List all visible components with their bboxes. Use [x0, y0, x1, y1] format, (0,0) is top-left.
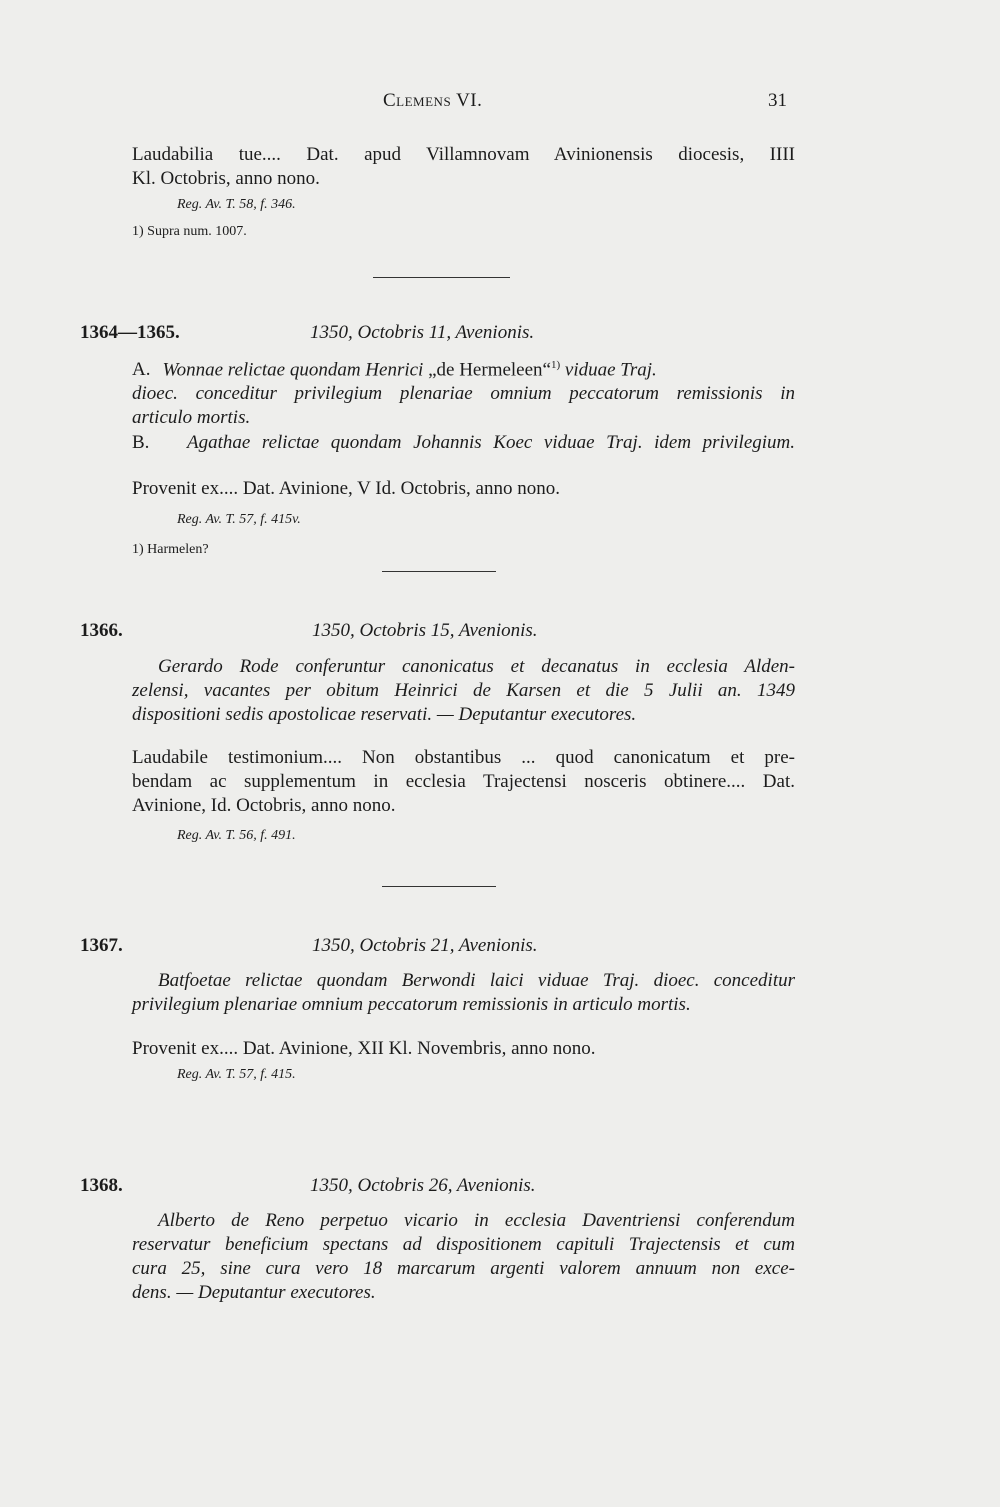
text-line-1: Laudabile testimonium.... Non obstantibus ... quod canonicatum et pre-	[132, 747, 795, 768]
regest-a-prefix: A.	[132, 359, 151, 380]
entry-number: 1368.	[80, 1175, 123, 1196]
regest-line-3: cura 25, sine cura vero 18 marcarum argenti valorem annuum non exce-	[132, 1258, 795, 1279]
entry-date: 1350, Octobris 11, Avenionis.	[310, 322, 535, 343]
regest-a-text	[162, 359, 795, 381]
regest-a-line-1	[132, 359, 795, 381]
section-divider	[382, 571, 496, 572]
regest-a-line-3: articulo mortis.	[132, 407, 251, 428]
provenit-line: Provenit ex.... Dat. Avinione, XII Kl. Novembris, anno nono.	[132, 1038, 596, 1059]
register-reference: Reg. Av. T. 56, f. 491.	[177, 828, 296, 843]
regest-line-1: Alberto de Reno perpetuo vicario in ecclesia Daventriensi conferendum	[158, 1210, 795, 1231]
register-reference: Reg. Av. T. 57, f. 415.	[177, 1067, 296, 1082]
regest-line-1: Gerardo Rode conferuntur canonicatus et decanatus in ecclesia Alden-	[158, 656, 795, 677]
regest-line-4: dens. — Deputantur executores.	[132, 1282, 376, 1303]
page-number: 31	[768, 90, 787, 111]
text-line-3: Avinione, Id. Octobris, anno nono.	[132, 795, 396, 816]
entry-number: 1366.	[80, 620, 123, 641]
footnote-marker: 1)	[550, 359, 561, 371]
running-title: Clemens VI.	[383, 90, 483, 111]
text-line-2: bendam ac supplementum in ecclesia Trajectensi nosceris obtinere.... Dat.	[132, 771, 795, 792]
footnote: 1) Supra num. 1007.	[132, 224, 247, 239]
register-reference: Reg. Av. T. 58, f. 346.	[177, 197, 296, 212]
regest-a-line-2: dioec. conceditur privilegium plenariae omnium peccatorum remissionis in	[132, 383, 795, 404]
entry-date: 1350, Octobris 26, Avenionis.	[310, 1175, 536, 1196]
entry-number: 1367.	[80, 935, 123, 956]
provenit-line: Provenit ex.... Dat. Avinione, V Id. Octobris, anno nono.	[132, 478, 560, 499]
regest-line-3: dispositioni sedis apostolicae reservati. — Deputantur executores.	[132, 704, 637, 725]
footnote: 1) Harmelen?	[132, 542, 209, 557]
section-divider	[382, 886, 496, 887]
entry-date: 1350, Octobris 21, Avenionis.	[312, 935, 538, 956]
regest-b-prefix: B.	[132, 432, 150, 453]
regest-a-roman: „de Hermeleen“	[428, 359, 551, 381]
regest-line-2: privilegium plenariae omnium peccatorum remissionis in articulo mortis.	[132, 994, 691, 1015]
regest-line-1: Batfoetae relictae quondam Berwondi laici viduae Traj. dioec. conceditur	[158, 970, 795, 991]
continuation-line-2: Kl. Octobris, anno nono.	[132, 168, 320, 189]
regest-b-text: Agathae relictae quondam Johannis Koec viduae Traj. idem privilegium.	[187, 432, 795, 453]
entry-date: 1350, Octobris 15, Avenionis.	[312, 620, 538, 641]
regest-a-end: viduae Traj.	[564, 359, 657, 381]
entry-number: 1364—1365.	[80, 322, 180, 343]
regest-line-2: reservatur beneficium spectans ad dispositionem capituli Trajectensis et cum	[132, 1234, 795, 1255]
continuation-line-1: Laudabilia tue.... Dat. apud Villamnovam Avinionensis diocesis, IIII	[132, 144, 795, 165]
register-reference: Reg. Av. T. 57, f. 415v.	[177, 512, 301, 527]
section-divider	[373, 277, 510, 278]
regest-a-italic: Wonnae relictae quondam Henrici	[162, 359, 424, 381]
regest-line-2: zelensi, vacantes per obitum Heinrici de Karsen et die 5 Julii an. 1349	[132, 680, 795, 701]
